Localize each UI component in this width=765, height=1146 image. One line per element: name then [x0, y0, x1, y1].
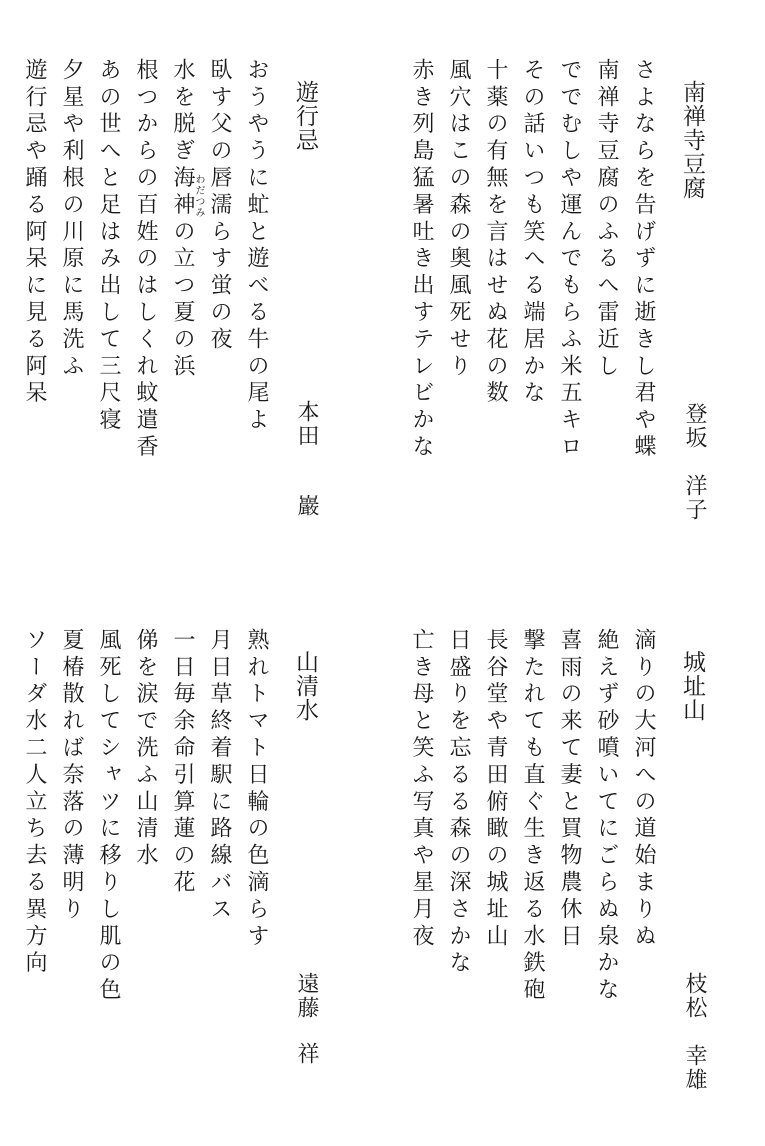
- author-name: 枝松幸雄: [682, 972, 707, 1092]
- haiku-line: 俤を涙で洗ふ山清水: [133, 628, 158, 871]
- haiku-line: 撃たれても直ぐ生き返る水鉄砲: [520, 628, 545, 1005]
- haiku-line: 喜雨の来て妻と買物農休日: [557, 628, 582, 951]
- haiku-line: おうやうに虻と遊べる牛の尾よ: [244, 58, 269, 435]
- haiku-line: さよならを告げずに逝きし君や蝶: [631, 58, 656, 462]
- poem-title: 南禅寺豆腐: [679, 80, 705, 200]
- haiku-line: 絶えず砂噴いてにごらぬ泉かな: [594, 628, 619, 1005]
- haiku-line: 水を脱ぎ海神の立つ夏の浜: [170, 58, 195, 381]
- haiku-line: 月日草終着駅に路線バス: [207, 628, 232, 924]
- haiku-line: 十薬の有無を言はせぬ花の数: [483, 58, 508, 408]
- author-name: 遠藤祥: [294, 972, 319, 1066]
- poem-title: 山清水: [292, 650, 318, 722]
- ruby-reading: わだつみ: [193, 174, 204, 218]
- haiku-line: 風穴はこの森の奥風死せり: [446, 58, 471, 381]
- haiku-line: 夕星や利根の川原に馬洗ふ: [59, 58, 84, 381]
- haiku-line: あの世へと足はみ出して三尺寝: [96, 58, 121, 435]
- haiku-line: 臥す父の唇濡らす蛍の夜: [207, 58, 232, 354]
- author-name: 本田巖: [294, 400, 319, 518]
- poem-title: 城址山: [679, 650, 705, 722]
- haiku-line: 熟れトマト日輪の色滴らす: [244, 628, 269, 951]
- haiku-line: 南禅寺豆腐のふるへ雷近し: [594, 58, 619, 381]
- haiku-line: 風死してシャツに移りし肌の色: [96, 628, 121, 1005]
- haiku-line: 滴りの大河への道始まりぬ: [631, 628, 656, 951]
- haiku-line: 赤き列島猛暑吐き出すテレビかな: [409, 58, 434, 462]
- haiku-line: 根つからの百姓のはしくれ蚊遣香: [133, 58, 158, 462]
- haiku-line: ででむしや運んでもらふ米五キロ: [557, 58, 582, 462]
- haiku-line: 日盛りを忘るる森の深さかな: [446, 628, 471, 978]
- author-name: 登坂洋子: [682, 402, 707, 522]
- poem-title: 遊行忌: [292, 80, 318, 152]
- haiku-line: 遊行忌や踊る阿呆に見る阿呆: [22, 58, 47, 408]
- haiku-line: 一日毎余命引算蓮の花: [170, 628, 195, 897]
- haiku-line: ソーダ水二人立ち去る異方向: [22, 628, 47, 978]
- haiku-line: 亡き母と笑ふ写真や星月夜: [409, 628, 434, 951]
- haiku-line: その話いつも笑へる端居かな: [520, 58, 545, 408]
- haiku-line: 長谷堂や青田俯瞰の城址山: [483, 628, 508, 951]
- haiku-line: 夏椿散れば奈落の薄明り: [59, 628, 84, 924]
